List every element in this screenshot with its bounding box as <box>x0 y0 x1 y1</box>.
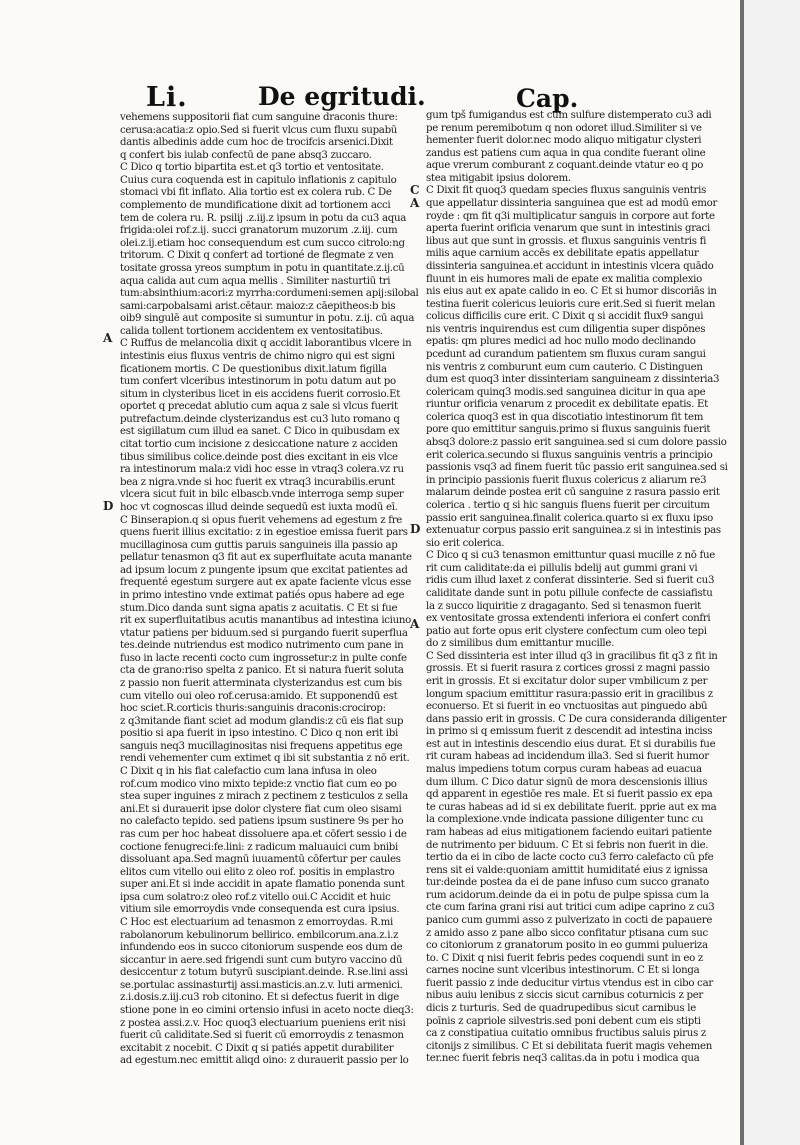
text-line: dum est quoq3 inter dissinteriam sanguineam z dissinteria3 <box>426 374 720 386</box>
text-line: olei.z.ij.etiam hoc consequendum est cum succo citrolo:ng <box>120 237 405 249</box>
text-line: excitabit z nocebit. C Dixit q si patiés appetit durabiliter <box>120 1042 394 1054</box>
text-line: te curas habeas ad id si ex debilitate fuerit. pprie aut ex ma <box>426 801 717 813</box>
text-line: citat tortio cum incisione z desiccatione nature z acciden <box>120 439 398 451</box>
text-line: que appellatur dissinteria sanguinea que est ad modū emor <box>426 198 718 210</box>
text-line: libus aut que sunt in grossis. et fluxus sanguinis ventris fi <box>426 235 707 247</box>
text-line: vehemens suppositorii fiat cum sanguine draconis thure: <box>120 112 398 123</box>
text-line: nis ventris z comburunt eum cum cauterio. C Distinguen <box>426 361 703 373</box>
text-line: longum spacium emittitur rasura:passio erit in gracilibus z <box>426 688 713 700</box>
text-line: tes.deinde nutriendus est modico nutrimento cum pane in <box>120 640 404 652</box>
text-line: rit curam habeas ad incidendum illa3. Sed si fuerit humor <box>426 751 709 763</box>
text-line: pellatur tenasmon q3 fit aut ex superfluitate acuta manante <box>120 552 412 564</box>
text-line: ipsa cum solatro:z oleo rof.z vitello oui.C Accidit et huic <box>120 891 391 903</box>
text-line: infundendo eos in succo citoniorum suspende eos dum de <box>120 942 403 954</box>
text-line: aperta fuerint orificia venarum que sunt in intestinis graci <box>426 223 710 235</box>
text-line: qd apparent in egestiōe res male. Et si fuerit passio ex epa <box>426 789 713 801</box>
text-line: vtatur patiens per biduum.sed si purgando fuerit superflua <box>120 627 408 639</box>
running-title: De egritudi. <box>258 82 426 111</box>
text-line: calida tollent tortionem accidentem ex ventositatibus. <box>120 325 383 337</box>
text-line: tum:absinthium:acori:z myrrha:cordumeni:semen apij:silobal <box>120 288 419 300</box>
text-line: fuerit passio z inde deducitur virtus vtendus est in cibo car <box>426 977 713 989</box>
text-line: coctione fenugreci:fe.lini: z radicum maluauiсі cum bnibi <box>120 841 398 853</box>
text-line: cte cum farina grani risi aut tritici cum adipe caprino z cu3 <box>426 902 715 914</box>
text-line: tibus similibus colice.deinde post dies excitant in eis vlce <box>120 451 398 463</box>
text-line: tur:deinde postea da ei de pane infuso cum succo granato <box>426 877 710 889</box>
text-line: rit cum caliditate:da ei pillulis bdelij aut gummi grani vi <box>426 562 698 574</box>
text-line: sami:carpobalsami arist.cētaur. maioz:z cāepitheos:b bis <box>120 300 396 312</box>
margin-letter-a: A <box>103 331 113 345</box>
text-line: z postea assi.z.v. Hoc quoq3 electuarium pueniens erit nisi <box>120 1017 406 1029</box>
text-line: frequenté egestum surgere aut ex apate faciente vlcus esse <box>120 577 412 589</box>
text-line: erit colerica.secundo si fluxus sanguinis ventris a principio <box>426 449 713 461</box>
text-line: aque vrerum comburant z coquant.deinde vtatur eo q po <box>426 160 704 172</box>
text-line: malarum deinde postea erit cū sanguine z rasura passio erit <box>426 487 720 499</box>
margin-letter-a: A <box>410 617 420 631</box>
text-line: ficationem mortis. C De questionibus dixit.latum figilla <box>120 363 387 375</box>
text-line: bea z nigra.vnde si hoc fuerit ex vtraq3 incurabilis.erunt <box>120 476 395 488</box>
text-line: grossis. Et si fuerit rasura z cortices grossi z magni passio <box>426 663 710 675</box>
text-line: in primo si q emissum fuerit z descendit ad intestina inciss <box>426 726 713 738</box>
text-line: malus impediens totum corpus curam habeas ad euacua <box>426 764 702 776</box>
text-line: vitium sile emorroydis vnde consequenda est cura ipsius. <box>120 904 400 916</box>
text-line: C Sed dissinteria est inter illud q3 in gracilibus fit q3 z fit in <box>426 650 718 662</box>
text-line: colerica . tertio q si hic sanguis fluens fuerit per circuitum <box>426 499 710 511</box>
text-line: co citoniorum z granatorum posito in eo gummi pulueriza <box>426 940 708 952</box>
folio-number: Li. <box>146 82 188 113</box>
text-line: hoc vt cognoscas illud deinde sequedū est iuxta modū eī. <box>120 501 398 513</box>
text-line: super ani.Et si inde accidit in apate flamatio ponenda sunt <box>120 879 405 891</box>
text-line: est aut in intestinis descendio eius durat. Et si durabilis fue <box>426 738 716 750</box>
text-line: in principio passionis fuerit fluxus colericus z aliarum re3 <box>426 474 707 486</box>
margin-letter-d: D <box>410 522 421 536</box>
text-line: do z similibus dum emittantur mucille. <box>426 638 615 650</box>
text-line: patio aut forte opus erit clystere confectum cum oleo tepi <box>426 625 707 637</box>
text-line: rabolanorum kebulinorum bellirico. embilcorum.ana.z.i.z <box>120 929 399 941</box>
text-line: cum vitello oui oleo rof.cerusa:amido. Et supponendū est <box>120 690 398 702</box>
text-line: sio erit colerica. <box>426 537 505 549</box>
text-line: oib9 singulē aut composite si sumuntur in potu. z.ij. cū aqua <box>120 313 415 325</box>
text-line: la complexione.vnde indicata passione diligenter tunc cu <box>426 814 704 826</box>
scan-margin <box>744 0 800 1145</box>
text-line: ani.Et si durauerit ipse dolor clystere fiat cum oleo sisami <box>120 803 402 815</box>
text-column-left <box>120 112 419 1067</box>
text-line: complemento de mundificatione dixit ad tortionem acci <box>120 200 391 212</box>
text-line: tositate grossa yreos sumptum in potu in quantitate.z.ij.cū <box>120 262 405 274</box>
text-line: tertio da ei in cibo de lacte cocto cu3 ferro calefacto cū pfe <box>426 852 714 864</box>
text-line: rit ex superfluitatibus acutis manantibus ad intestina iciuno <box>120 615 411 627</box>
text-line: dicis z turturis. Sed de quadrupedibus sicut carnibus le <box>426 1003 696 1015</box>
text-line: pcedunt ad curandum patientem sm fluxus curam sangui <box>426 348 706 360</box>
text-line: tum confert vlceribus intestinorum in potu datum aut po <box>120 376 396 388</box>
text-line: in primo intestino vnde extimat patiés opus habere ad ege <box>120 589 405 601</box>
text-line: absq3 dolore:z passio erit sanguinea.sed si cum dolore passio <box>426 437 727 449</box>
text-line: hementer fuerit dolor.nec modo aliquo mitigatur clysteri <box>426 135 702 147</box>
text-line: dum illum. C Dico datur signū de mora descensionis illius <box>426 776 708 788</box>
text-line: rens sit ei valde:quoniam amittit humiditaté eius z ignissa <box>426 864 708 876</box>
text-line: C Hoc est electuarium ad tenasmon z emorroydas. R.mi <box>120 917 393 928</box>
text-line: stomaci vbi fit inflato. Alia tortio est ex colera rub. C De <box>120 187 392 199</box>
text-line: mucillaginosa cum guttis paruis sanguineis illa passio ap <box>120 539 398 551</box>
text-line: fluunt in eis humores mali de epate ex malitia complexio <box>426 273 702 285</box>
text-line: C Binserapion.q si opus fuerit vehemens ad egestum z fre <box>120 514 403 526</box>
margin-letter-c: C <box>410 183 420 197</box>
text-line: colicus difficilis cure erit. C Dixit q si accidit flux9 sangui <box>426 311 704 323</box>
text-line: nis eius aut ex apate calido in eo. C Et si humor discoriās in <box>426 286 717 298</box>
text-line: C Dico q tortio bipartita est.et q3 tortio et ventositate. <box>120 162 384 174</box>
text-line: colericam quinq3 modis.sed sanguinea dicitur in qua ape <box>426 386 706 398</box>
text-line: q confert bis iulab confectū de pane absq3 zuccaro. <box>120 149 372 161</box>
text-line: desiccentur z totum butyrū suscipiant.deinde. R.se.lini assi <box>120 967 408 979</box>
text-line: z q3mitande fiant sciet ad modum glandis:z cū eis fiat sup <box>120 715 404 727</box>
text-column-right <box>426 110 728 1065</box>
text-line: z amido asso z pane albo sicco confitatur ptisana cum suc <box>426 927 708 939</box>
text-line: poīnis z capriole silvestris.sed poni debent cum eis stipti <box>426 1015 701 1027</box>
text-line: rof.cum modico vino mixto tepide:z vnctio fiat cum eo po <box>120 778 397 790</box>
text-line: testina fuerit colericus leuioris cure erit.Sed si fuerit melan <box>426 298 716 310</box>
text-line: se.portulac assinasturtij assi.masticis.an.z.v. luti armenici. <box>120 979 403 991</box>
text-line: colerica quoq3 est in qua discotiatio intestinorum fit tem <box>426 411 704 423</box>
text-line: fuerit cū caliditate.Sed si fuerit cū emorroydis z tenasmon <box>120 1030 404 1042</box>
text-line: siccantur in aere.sed frigendi sunt cum butyro vaccino dū <box>120 954 403 966</box>
text-line: positio si apa fuerit in ipso intestino. C Dico q non erit ibi <box>120 728 398 740</box>
text-line: aqua calida aut cum aqua mellis . Similiter nasturtiū tri <box>120 275 391 287</box>
text-line: C Dixit fit quoq3 quedam species fluxus sanguinis ventris <box>426 185 707 197</box>
text-line: carnes nocine sunt vlceribus intestinorum. C Et si longa <box>426 965 700 977</box>
text-line: pore quo emittitur sanguis.primo si fluxus sanguinis fuerit <box>426 424 711 436</box>
text-line: stione pone in eo cimini ortensio infusi in aceto nocte dieq3: <box>120 1005 414 1017</box>
text-line: zandus est patiens cum aqua in qua condite fuerant oline <box>426 147 706 159</box>
text-line: fuso in lacte recenti cocto cum ingrossetur:z in pulte confe <box>120 652 407 664</box>
margin-letter-a: A <box>410 196 420 210</box>
text-line: ad ipsum locum z pungente ipsum que excitat patientes ad <box>120 564 408 576</box>
text-line: stea mitigabit ipsius dolorem. <box>426 172 571 184</box>
text-line: ex ventositate grossa extendenti inferiora ei confert confri <box>426 613 711 625</box>
text-line: quens fuerit illius excitatio: z in egestioe emissa fuerit pars <box>120 527 408 539</box>
text-line: extenuatur corpus passio erit sanguinea.z si in intestinis pas <box>426 525 721 537</box>
text-line: est sigillatum cum illud ea sanet. C Dico in quibusdam ex <box>120 426 400 438</box>
text-line: tritorum. C Dixit q confert ad tortioné de flegmate z ven <box>120 250 394 262</box>
text-line: to. C Dixit q nisi fuerit febris pedes coquendi sunt in eo z <box>426 952 703 964</box>
text-line: situm in clysteribus licet in eis accidens fuerit corrosio.Et <box>120 388 401 400</box>
text-line: stea super inguines z mirach z pectinem z testiculos z sella <box>120 791 408 803</box>
text-line: stum.Dico danda sunt signa apatis z acuitatis. C Et si fue <box>120 602 398 614</box>
text-line: z passio non fuerit atterminata clysterizandus est cum bis <box>120 678 402 690</box>
text-line: erit in grossis. Et si excitatur dolor super vmbilicum z per <box>426 676 708 688</box>
text-line: nibus auiu lenibus z siccis sicut carnibus coturnicis z per <box>426 990 703 1002</box>
text-line: rendi vehementer cum extimet q ibi sit substantia z nō erit. <box>120 753 410 765</box>
text-line: epatis: qm plures medici ad hoc nullo modo declinando <box>426 336 696 348</box>
text-line: ridis cum illud laxet z conferat dissinterie. Sed si fuerit cu3 <box>426 575 715 587</box>
text-line: ca z constipatiua cuitatio omnibus fructibus saluis pirus z <box>426 1028 707 1040</box>
text-line: panico cum gummi asso z pulverizato in cocti de papauere <box>426 915 713 926</box>
text-line: ad egestum.nec emittit aliqd oino: z durauerit passio per lo <box>120 1055 409 1067</box>
text-line: ras cum per hoc habeat dissoluere apa.et cōfert sessio i de <box>120 828 407 840</box>
text-line: z.i.dosis.z.iij.cu3 rob citonino. Et si defectus fuerit in dige <box>120 992 399 1004</box>
text-line: elitos cum vitello oui elito z oleo rof. positis in emplastro <box>120 866 395 878</box>
margin-letter-d: D <box>103 499 114 513</box>
text-line: econuerso. Et si fuerit in eo vnctuositas aut pinguedo abū <box>426 701 708 713</box>
text-line: hoc sciet.R.corticis thuris:sanguinis draconis:crocirop: <box>120 703 386 715</box>
text-line: pe renum peremibotum q non odoret illud.Similiter si ve <box>426 122 702 134</box>
text-line: dans passio erit in grossis. C De cura consideranda diligenter <box>426 713 727 725</box>
text-line: frigida:olei rof.z.ij. succi granatorum muzorum .z.iij. cum <box>120 225 398 237</box>
text-line: citonijs z similibus. C Et si debilitata fuerit magis vehemen <box>426 1040 713 1052</box>
text-line: sanguis neq3 mucillaginositas nisi frequens appetitus ege <box>120 740 403 752</box>
text-line: dantis albedinis adde cum hoc de trocifcis arsenici.Dixit <box>120 137 393 149</box>
text-line: dissoluant apa.Sed magnū iuuamentū cōfertur per caules <box>120 854 401 866</box>
text-line: cerusa:acatia:z opio.Sed si fuerit vlcus cum fluxu supabū <box>120 124 398 136</box>
text-line: ter.nec fuerit febris neq3 calitas.da in potu i modica qua <box>426 1053 700 1065</box>
text-line: C Ruffus de melancolia dixit q accidit laborantibus vlcere in <box>120 338 412 350</box>
text-line: C Dixit q in his fiat calefactio cum lana infusa in oleo <box>120 766 377 778</box>
text-line: Cuius cura coquenda est in capitulo inflationis z capitulo <box>120 174 397 186</box>
text-line: rum acidorum.deinde da ei in potu de pulpe spissa cum la <box>426 889 709 901</box>
text-line: caliditate dande sunt in potu pillule confecte de cassiafistu <box>426 587 713 599</box>
text-line: C Dico q si cu3 tenasmon emittuntur quasi mucille z nō fue <box>426 550 715 562</box>
text-line: ram habeas ad eius mitigationem faciendo euitari patiente <box>426 826 712 838</box>
text-line: gum tpš fumigandus est cum sulfure distemperato cu3 adi <box>426 110 712 121</box>
text-line: de nutrimento per biduum. C Et si febris non fuerit in die. <box>426 839 709 851</box>
text-line: milis aque carnium accēs ex debilitate epatis appellatur <box>426 248 699 260</box>
text-line: putrefactum.deinde clysterizandus est cu3 luto romano q <box>120 413 400 425</box>
text-line: passio erit sanguinea.finalit colerica.quarto si ex fluxu ipso <box>426 512 713 524</box>
text-line: no calefacto tepido. sed patiens ipsum sustinere 9s per ho <box>120 816 404 828</box>
text-line: cta de grano:riso spelta z panico. Et si natura fuerit soluta <box>120 665 404 677</box>
text-line: vlcera sicut fuit in bilc elbascb.vnde interroga semp super <box>120 489 404 501</box>
chapter-heading: Cap. <box>516 84 579 113</box>
text-line: intestinis eius fluxus ventris de chimo nigro qui est signi <box>120 350 395 362</box>
text-line: tem de colera ru. R. psilij .z.iij.z ipsum in potu da cu3 aqua <box>120 212 406 224</box>
text-line: nis ventris inquirendus est cum diligentia super dispōnes <box>426 323 706 335</box>
text-line: royde : qm fit q3i multiplicatur sanguis in corpore aut forte <box>426 210 715 222</box>
text-line: dissinteria sanguinea.et accidunt in intestinis vlcera quādo <box>426 260 714 272</box>
text-line: passionis vsq3 ad finem fuerit tūc passio erit sanguinea.sed si <box>426 462 728 474</box>
text-line: riuntur orificia venarum z procedit ex debilitate epatis. Et <box>426 399 708 411</box>
text-line: oportet q precedat ablutio cum aqua z sale si vlcus fuerit <box>120 401 398 413</box>
text-line: ra intestinorum mala:z vidi hoc esse in vtraq3 colera.vz ru <box>120 464 404 476</box>
text-line: la z succo liquiritie z dragaganto. Sed si tenasmon fuerit <box>426 600 701 612</box>
